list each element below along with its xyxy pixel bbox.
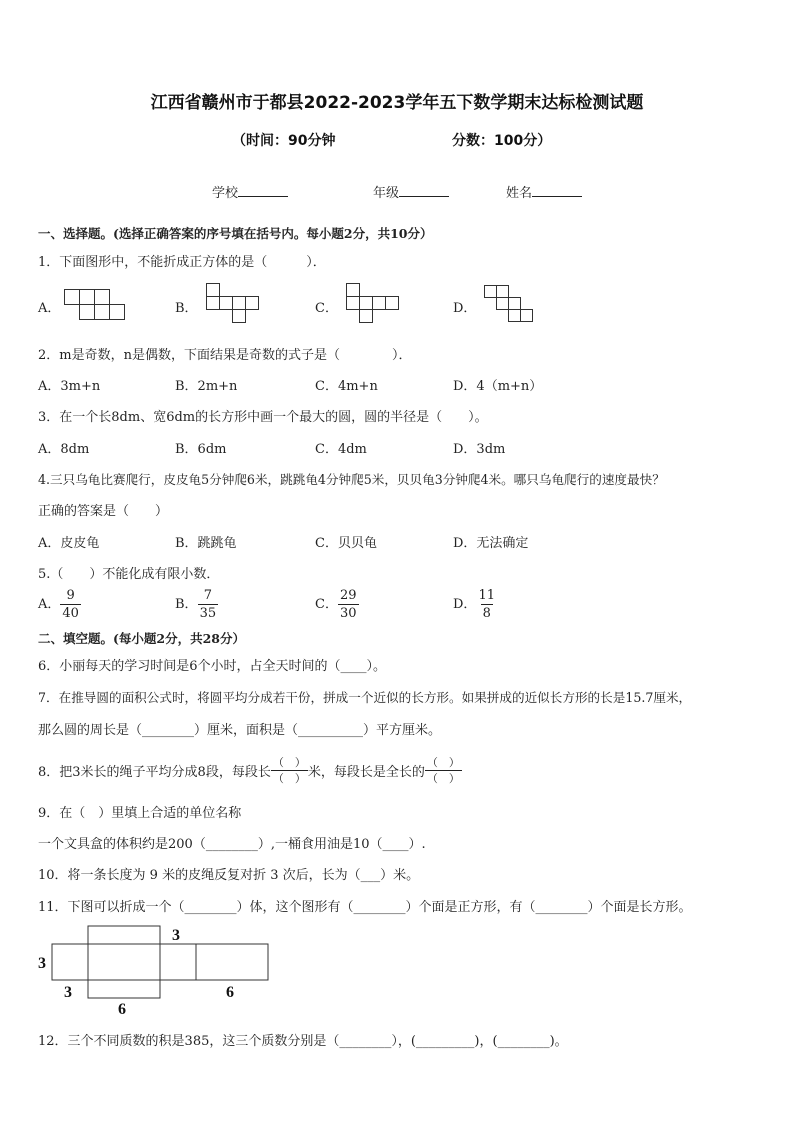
q8-fraction-blank-1[interactable] — [271, 755, 308, 786]
numerator-blank: （ ） — [426, 756, 460, 769]
question-6: 6．小丽每天的学习时间是6个小时，占全天时间的（____）。 — [38, 659, 387, 674]
q1-net-d — [483, 284, 535, 326]
net-label-top-width: 3 — [172, 927, 180, 944]
question-12: 12．三个不同质数的积是385，这三个质数分别是（________），(_________)，(________)。 — [38, 1034, 568, 1049]
q3-option-b[interactable]: B．6dm — [175, 442, 227, 457]
denominator: 8 — [482, 606, 491, 621]
q8-text-a: 8．把3米长的绳子平均分成8段，每段长 — [38, 765, 271, 780]
q11-cuboid-net — [36, 922, 276, 1016]
grade-blank[interactable] — [399, 184, 449, 197]
school-field — [212, 182, 288, 201]
q5-fraction-a — [60, 587, 81, 622]
question-9: 9．在（ ）里填上合适的单位名称 — [38, 806, 242, 821]
denominator: 40 — [62, 606, 79, 621]
q2-option-d[interactable]: D．4（m+n） — [453, 379, 543, 394]
q2-option-b[interactable]: B．2m+n — [175, 379, 238, 394]
name-label: 姓名 — [506, 186, 533, 201]
q5-option-d[interactable] — [453, 587, 497, 622]
numerator: 7 — [203, 588, 212, 603]
numerator: 29 — [339, 588, 357, 603]
q3-option-d[interactable]: D．3dm — [453, 442, 506, 457]
q4-option-b[interactable]: B．跳跳龟 — [175, 536, 237, 551]
q1-option-d[interactable]: D． — [453, 301, 477, 316]
net-face-bottom — [88, 980, 160, 998]
q1-net-b — [205, 282, 265, 328]
grade-field — [373, 182, 449, 201]
net-face-front — [88, 944, 160, 980]
exam-score: 分数：100分） — [452, 133, 552, 149]
net-face-left — [52, 944, 88, 980]
school-blank[interactable] — [238, 184, 288, 197]
numerator: 9 — [66, 588, 75, 603]
numerator: 11 — [478, 588, 495, 603]
name-field — [506, 182, 582, 201]
net-label-back-length: 6 — [226, 984, 234, 1001]
q2-option-c[interactable]: C．4m+n — [315, 379, 378, 394]
net-label-side-width: 3 — [64, 984, 72, 1001]
q4-option-a[interactable]: A．皮皮龟 — [38, 536, 100, 551]
q2-option-a[interactable]: A．3m+n — [38, 379, 101, 394]
question-5: 5.（ ）不能化成有限小数． — [38, 567, 220, 582]
name-blank[interactable] — [532, 184, 582, 197]
question-11: 11．下图可以折成一个（________）体，这个图形有（________）个面是正方形，有（________）个面是长方形。 — [38, 900, 692, 915]
q1-option-b[interactable]: B． — [175, 301, 198, 316]
q1-net-a — [63, 288, 129, 322]
q5-option-b-label: B． — [175, 597, 198, 612]
question-1: 1．下面图形中，不能折成正方体的是（ ）． — [38, 255, 326, 270]
q5-option-d-label: D． — [453, 597, 477, 612]
q3-option-a[interactable]: A．8dm — [38, 442, 90, 457]
question-10: 10．将一条长度为 9 米的皮绳反复对折 3 次后，长为（___）米。 — [38, 868, 420, 883]
q1-net-c — [345, 282, 403, 328]
net-face-back — [196, 944, 268, 980]
grade-label: 年级 — [373, 186, 400, 201]
q1-option-a[interactable]: A． — [38, 301, 61, 316]
q5-option-c[interactable] — [315, 587, 359, 622]
q5-fraction-b — [198, 587, 219, 622]
exam-time: （时间：90分钟 — [232, 133, 336, 149]
q5-fraction-c — [338, 587, 359, 622]
question-8 — [38, 755, 462, 786]
question-7: 7．在推导圆的面积公式时，将圆平均分成若干份，拼成一个近似的长方形。如果拼成的近似长方形的长是15.7厘米， — [38, 690, 692, 705]
denominator-blank: （ ） — [272, 772, 306, 785]
q4-option-d[interactable]: D．无法确定 — [453, 536, 529, 551]
net-label-front-length: 6 — [118, 1001, 126, 1016]
question-9-line-2: 一个文具盒的体积约是200（________）,一桶食用油是10（____）. — [38, 837, 426, 852]
question-4-line-2: 正确的答案是（ ） — [38, 504, 169, 519]
net-face-right — [160, 944, 196, 980]
q8-fraction-blank-2[interactable] — [425, 755, 462, 786]
q4-option-c[interactable]: C．贝贝龟 — [315, 536, 377, 551]
question-7-line-2: 那么圆的周长是（________）厘米，面积是（__________）平方厘米。 — [38, 723, 442, 738]
q5-option-c-label: C． — [315, 597, 338, 612]
q5-option-a[interactable] — [38, 587, 81, 622]
numerator-blank: （ ） — [272, 756, 306, 769]
q1-option-c[interactable]: C． — [315, 301, 338, 316]
section-choice-heading: 一、选择题。(选择正确答案的序号填在括号内。每小题2分，共10分） — [38, 226, 433, 241]
question-3: 3．在一个长8dm、宽6dm的长方形中画一个最大的圆，圆的半径是（ ）。 — [38, 410, 488, 425]
q5-fraction-d — [476, 587, 497, 622]
net-label-height: 3 — [38, 955, 46, 972]
q5-option-a-label: A． — [38, 597, 61, 612]
school-label: 学校 — [212, 186, 239, 201]
page-title: 江西省赣州市于都县2022-2023学年五下数学期末达标检测试题 — [150, 93, 644, 113]
net-face-top — [88, 926, 160, 944]
question-2: 2．m是奇数，n是偶数，下面结果是奇数的式子是（ ）． — [38, 348, 412, 363]
q3-option-c[interactable]: C．4dm — [315, 442, 367, 457]
denominator-blank: （ ） — [426, 772, 460, 785]
q8-text-b: 米，每段长是全长的 — [307, 765, 425, 780]
denominator: 35 — [199, 606, 217, 621]
q5-option-b[interactable] — [175, 587, 218, 622]
question-4: 4.三只乌龟比赛爬行，皮皮龟5分钟爬6米，跳跳龟4分钟爬5米，贝贝龟3分钟爬4米。哪只乌龟爬行的速度最快？ — [38, 472, 665, 487]
denominator: 30 — [339, 606, 357, 621]
section-fill-heading: 二、填空题。(每小题2分，共28分） — [38, 631, 246, 646]
